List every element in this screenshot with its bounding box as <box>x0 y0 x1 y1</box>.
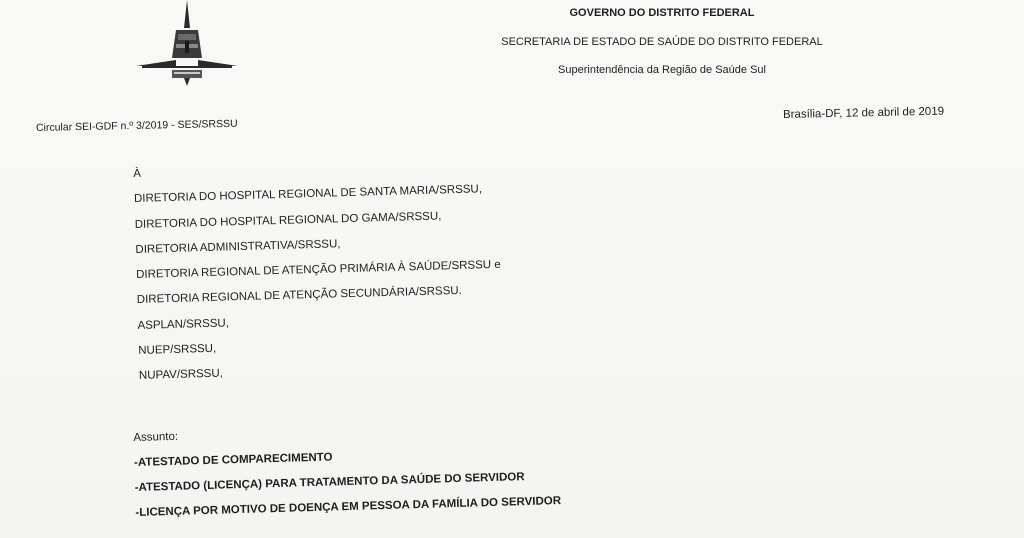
addressee-line: DIRETORIA DO HOSPITAL REGIONAL DO GAMA/SRSSU, <box>134 210 442 231</box>
addressee-line: DIRETORIA REGIONAL DE ATENÇÃO PRIMÁRIA À SAÚDE/SRSSU e <box>135 258 501 282</box>
subject-label: Assunto: <box>133 430 179 444</box>
addressee-salutation: À <box>133 167 142 180</box>
superintendence-heading-text: Superintendência da Região de Saúde Sul <box>558 64 766 76</box>
addressee-block <box>133 152 504 390</box>
circular-number: Circular SEI-GDF n.º 3/2019 - SES/SRSSU <box>35 117 238 134</box>
subject-item: -ATESTADO DE COMPARECIMENTO <box>133 451 333 469</box>
addressee-line: NUPAV/SRSSU, <box>138 367 224 383</box>
addressee-line: DIRETORIA ADMINISTRATIVA/SRSSU, <box>135 238 341 256</box>
government-heading-text: GOVERNO DO DISTRITO FEDERAL <box>569 7 755 19</box>
superintendence-heading <box>0 64 1024 76</box>
subject-item: -ATESTADO (LICENÇA) PARA TRATAMENTO DA SAÚDE DO SERVIDOR <box>134 471 525 494</box>
addressee-line: NUEP/SRSSU, <box>138 342 217 358</box>
addressee-line: DIRETORIA REGIONAL DE ATENÇÃO SECUNDÁRIA/SRSSU. <box>136 285 462 307</box>
subject-block <box>133 413 561 526</box>
secretariat-heading <box>0 36 1024 48</box>
subject-item: -LICENÇA POR MOTIVO DE DOENÇA EM PESSOA DA FAMÍLIA DO SERVIDOR <box>135 495 562 519</box>
addressee-line: DIRETORIA DO HOSPITAL REGIONAL DE SANTA MARIA/SRSSU, <box>133 183 483 206</box>
government-heading <box>0 7 1024 19</box>
addressee-line: ASPLAN/SRSSU, <box>137 317 230 332</box>
place-and-date: Brasília-DF, 12 de abril de 2019 <box>782 105 945 121</box>
secretariat-heading-text: SECRETARIA DE ESTADO DE SAÚDE DO DISTRITO FEDERAL <box>501 36 823 48</box>
